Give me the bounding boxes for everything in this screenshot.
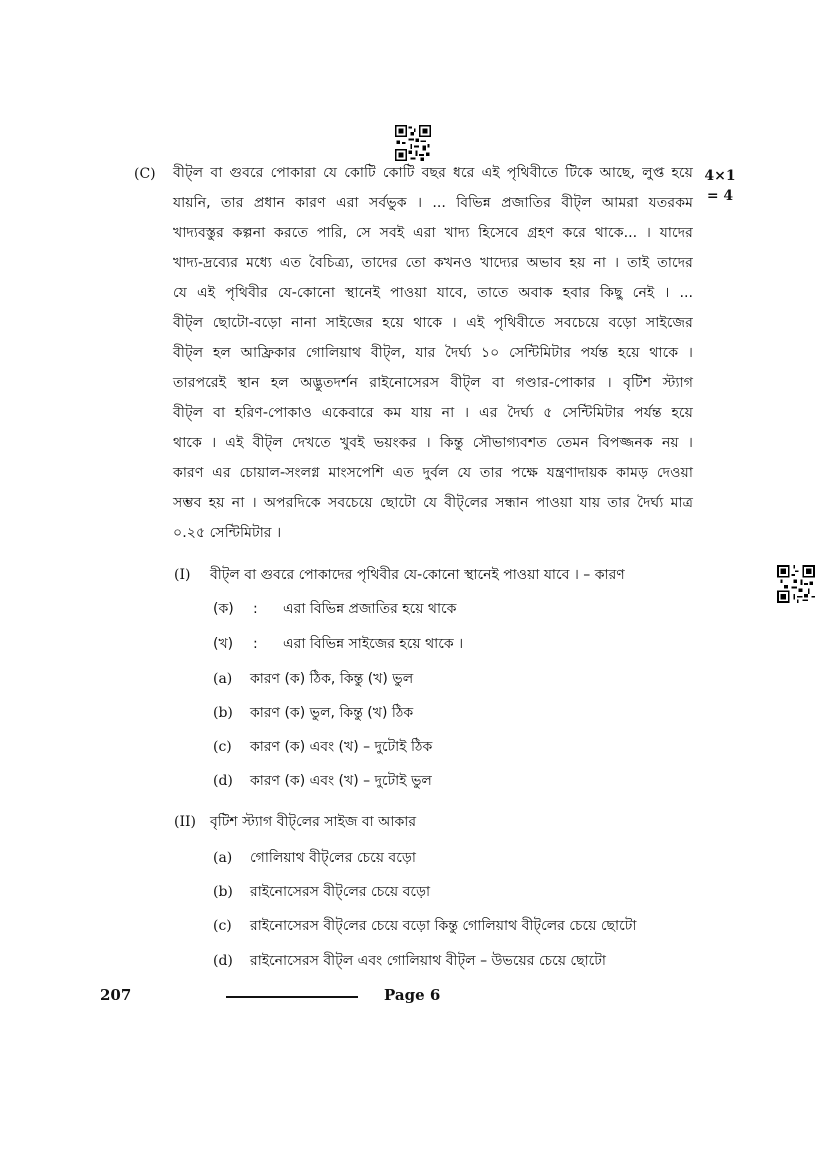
option-letter: (b): [213, 884, 233, 900]
statement-colon: :: [253, 636, 258, 652]
passage-line: বীট্‌ল হল আফ্রিকার গোলিয়াথ বীট্‌ল, যার দৈর্ঘ্য ১০ সেন্টিমিটার পর্যন্ত হয়ে থাকে ।: [173, 345, 693, 361]
passage-line: বীট্‌ল বা হরিণ-পোকাও একেবারে কম যায় না । এর দৈর্ঘ্য ৫ সেন্টিমিটার পর্যন্ত হয়ে: [173, 405, 693, 421]
option-letter: (d): [213, 953, 233, 969]
option-text: কারণ (ক) এবং (খ) – দুটোই ঠিক: [250, 739, 433, 755]
sub-question-2: [174, 810, 416, 834]
option-2b: [213, 880, 430, 904]
option-letter: (c): [213, 739, 232, 755]
marks-line-2: = 4: [706, 188, 734, 204]
page-number: Page 6: [384, 986, 441, 1004]
sub-question-text: বীট্‌ল বা গুবরে পোকাদের পৃথিবীর যে-কোনো স্থানেই পাওয়া যাবে । – কারণ: [210, 567, 625, 583]
option-1a: [213, 667, 413, 691]
sub-question-number: (II): [174, 814, 196, 830]
question-label: (C): [134, 166, 156, 182]
statement-key: (খ): [213, 636, 234, 652]
option-text: রাইনোসেরস বীট্‌লের চেয়ে বড়ো: [250, 884, 431, 900]
passage-line: যে এই পৃথিবীর যে-কোনো স্থানেই পাওয়া যাবে, তাতে অবাক হবার কিছু নেই । ...: [173, 285, 693, 301]
option-2d: [213, 949, 606, 973]
statement-kha: [213, 632, 463, 656]
option-2c: [213, 914, 636, 938]
statement-ka: [213, 597, 456, 621]
option-1b: [213, 701, 413, 725]
option-text: কারণ (ক) ঠিক, কিন্তু (খ) ভুল: [250, 671, 414, 687]
option-letter: (c): [213, 918, 232, 934]
passage: [173, 158, 693, 548]
option-letter: (a): [213, 850, 233, 866]
qr-code-side: [777, 565, 815, 603]
option-letter: (a): [213, 671, 233, 687]
option-text: রাইনোসেরস বীট্‌ল এবং গোলিয়াথ বীট্‌ল – উভয়ের চেয়ে ছোটো: [250, 953, 606, 969]
statement-text: এরা বিভিন্ন প্রজাতির হয়ে থাকে: [283, 601, 457, 617]
statement-key: (ক): [213, 601, 234, 617]
passage-line: যায়নি, তার প্রধান কারণ এরা সর্বভুক । ... বিভিন্ন প্রজাতির বীট্‌ল আমরা যতরকম: [173, 195, 693, 211]
marks-allocation: [700, 166, 740, 206]
passage-line: সম্ভব হয় না । অপরদিকে সবচেয়ে ছোটো যে বীট্‌লের সন্ধান পাওয়া যায় তার দৈর্ঘ্য মাত্র: [173, 495, 693, 511]
passage-line: তারপরেই স্থান হল অদ্ভুতদর্শন রাইনোসেরস বীট্‌ল বা গণ্ডার-পোকার । বৃটিশ স্ট্যাগ: [173, 375, 693, 391]
passage-line: ০.২৫ সেন্টিমিটার ।: [173, 525, 282, 541]
option-letter: (b): [213, 705, 233, 721]
option-letter: (d): [213, 773, 233, 789]
option-2a: [213, 846, 416, 870]
option-1d: [213, 769, 432, 793]
passage-line: বীট্‌ল ছোটো-বড়ো নানা সাইজের হয়ে থাকে । এই পৃথিবীতে সবচেয়ে বড়ো সাইজের: [173, 315, 693, 331]
sub-question-number: (I): [174, 567, 191, 583]
qr-code-top: [395, 125, 431, 161]
statement-colon: :: [253, 601, 258, 617]
paper-code: 207: [100, 986, 132, 1004]
option-text: কারণ (ক) ভুল, কিন্তু (খ) ঠিক: [250, 705, 414, 721]
passage-line: কারণ এর চোয়াল-সংলগ্ন মাংসপেশি এত দুর্বল যে তার পক্ষে যন্ত্রণাদায়ক কামড় দেওয়া: [173, 465, 693, 481]
sub-question-1: [174, 563, 625, 587]
option-text: কারণ (ক) এবং (খ) – দুটোই ভুল: [250, 773, 432, 789]
statement-text: এরা বিভিন্ন সাইজের হয়ে থাকে ।: [283, 636, 464, 652]
marks-line-1: 4×1: [704, 168, 736, 184]
sub-question-text: বৃটিশ স্ট্যাগ বীট্‌লের সাইজ বা আকার: [210, 814, 417, 830]
footer-divider: [226, 996, 358, 998]
passage-line: খাদ্য-দ্রব্যের মধ্যে এত বৈচিত্র্য, তাদের তো কখনও খাদ্যের অভাব হয় না । তাই তাদের: [173, 255, 693, 271]
option-text: রাইনোসেরস বীট্‌লের চেয়ে বড়ো কিন্তু গোলিয়াথ বীট্‌লের চেয়ে ছোটো: [250, 918, 637, 934]
option-1c: [213, 735, 432, 759]
passage-line: থাকে । এই বীট্‌ল দেখতে খুবই ভয়ংকর । কিন্তু সৌভাগ্যবশত তেমন বিপজ্জনক নয় ।: [173, 435, 693, 451]
option-text: গোলিয়াথ বীট্‌লের চেয়ে বড়ো: [250, 850, 416, 866]
passage-line: বীট্‌ল বা গুবরে পোকারা যে কোটি কোটি বছর ধরে এই পৃথিবীতে টিকে আছে, লুপ্ত হয়ে: [173, 165, 693, 181]
passage-line: খাদ্যবস্তুর কল্পনা করতে পারি, সে সবই এরা খাদ্য হিসেবে গ্রহণ করে থাকে... । যাদের: [173, 225, 693, 241]
